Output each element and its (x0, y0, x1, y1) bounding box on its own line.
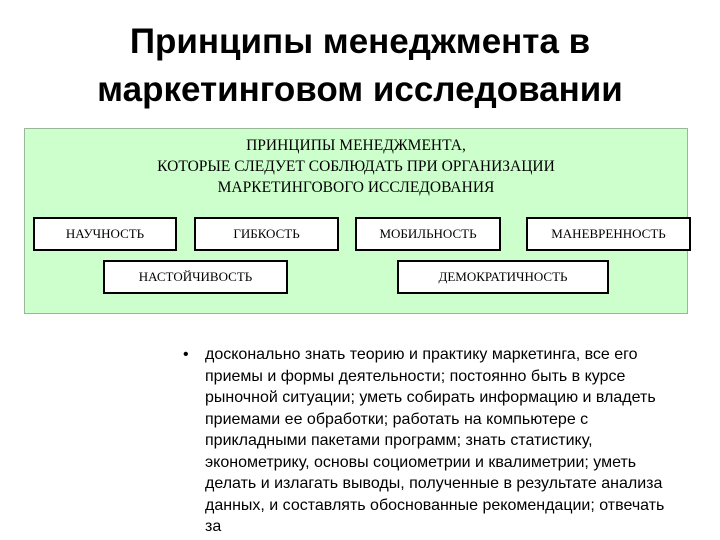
principle-box-scientific: НАУЧНОСТЬ (33, 217, 177, 251)
diagram-header-line-2: КОТОРЫЕ СЛЕДУЕТ СОБЛЮДАТЬ ПРИ ОРГАНИЗАЦИИ (157, 158, 555, 175)
slide-title (0, 18, 720, 114)
principle-box-persistence: НАСТОЙЧИВОСТЬ (103, 260, 288, 294)
principles-diagram (24, 128, 688, 314)
bullet-marker: • (183, 346, 189, 363)
diagram-header-line-1: ПРИНЦИПЫ МЕНЕДЖМЕНТА, (246, 137, 466, 154)
bullet-text: досконально знать теорию и практику маркетинга, все его приемы и формы деятельности; постоянно быть в курсе рыночной ситуации; уметь собирать информацию и владеть приемами ее обработки; работать на компьютере с прикладными пакетами программ; знать статистику, эконометрику, основы социометрии и квалиметрии; уметь делать и излагать выводы, полученные в результате анализа данных, и составлять обоснованные рекомендации; отвечать за (205, 346, 665, 535)
principle-box-maneuverability: МАНЕВРЕННОСТЬ (526, 217, 691, 251)
diagram-header-line-3: МАРКЕТИНГОВОГО ИССЛЕДОВАНИЯ (217, 179, 495, 196)
bullet-item (183, 344, 683, 538)
diagram-header (25, 135, 687, 198)
principle-box-flexibility: ГИБКОСТЬ (194, 217, 339, 251)
slide-title-line-1: Принципы менеджмента в (129, 22, 591, 61)
principle-box-mobility: МОБИЛЬНОСТЬ (355, 217, 501, 251)
slide-title-line-2: маркетинговом исследовании (97, 70, 623, 109)
principle-box-democracy: ДЕМОКРАТИЧНОСТЬ (397, 260, 609, 294)
